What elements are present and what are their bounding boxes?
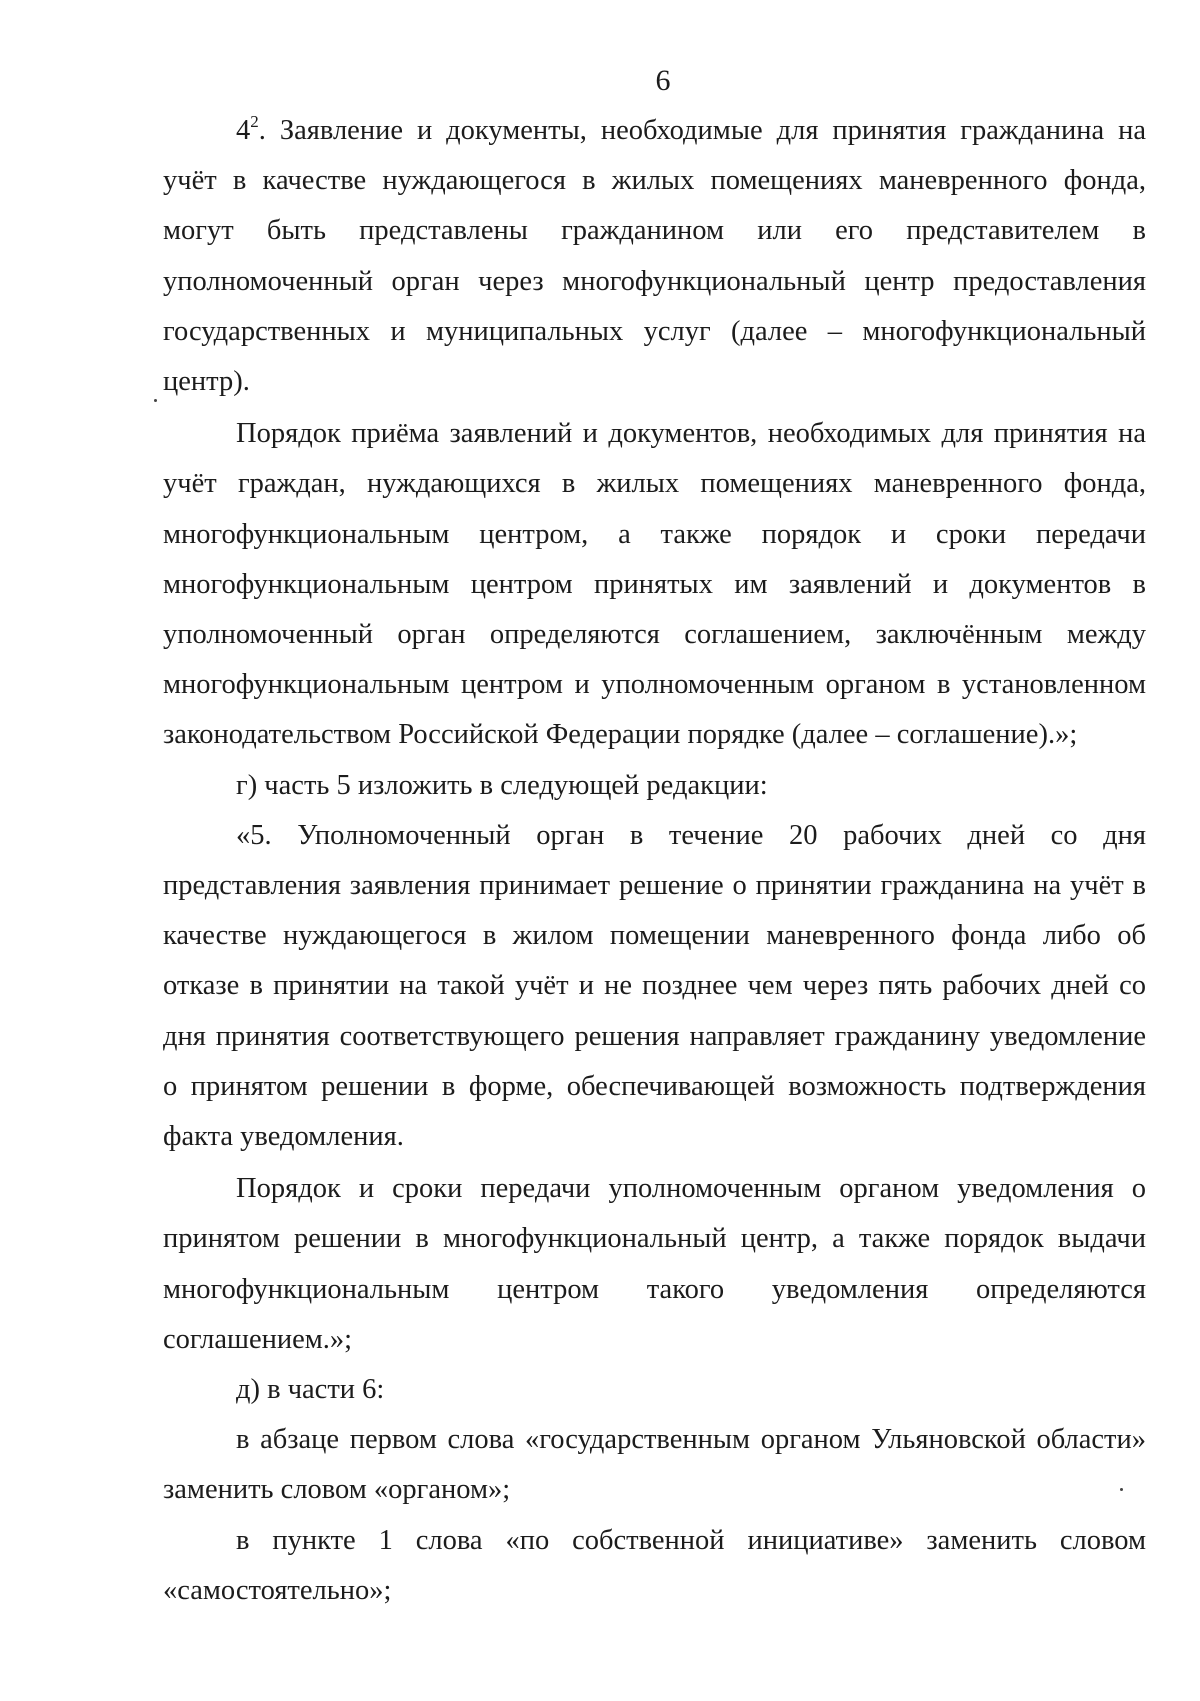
page-number: 6 <box>655 64 671 97</box>
clause-superscript: 2 <box>250 111 259 131</box>
paragraph-text: . Заявление и документы, необходимые для принятия гражданина на учёт в качестве нуждающегося в жилых помещениях маневренного фонда, могут быть представлены гражданином или его представителем в уполномоченный орган через многофункциональный центр предоставления государственных и муниципальных услуг (далее – многофункциональный центр). <box>163 115 1146 398</box>
clause-number: 4 <box>236 115 251 146</box>
paragraph-item-d: д) в части 6: <box>236 1374 385 1406</box>
document-body <box>163 106 1146 1616</box>
paragraph-procedure: Порядок приёма заявлений и документов, необходимых для принятия на учёт граждан, нуждающихся в жилых помещениях маневренного фонда, многофункциональным центром, а также порядок и сроки передачи многофункциональным центром принятых им заявлений и документов в уполномоченный орган определяются соглашением, заключённым между многофункциональным центром и уполномоченным органом в установленном законодательством Российской Федерации порядке (далее – соглашение).»; <box>163 418 1146 751</box>
scan-speck <box>1120 1488 1123 1491</box>
scan-speck <box>154 399 157 402</box>
paragraph-item-g: г) часть 5 изложить в следующей редакции: <box>236 769 768 801</box>
paragraph-first-subparagraph: в абзаце первом слова «государственным органом Ульяновской области» заменить словом «органом»; <box>163 1424 1146 1506</box>
paragraph-4-2 <box>163 106 1146 407</box>
paragraph-point-1: в пункте 1 слова «по собственной инициативе» заменить словом «самостоятельно»; <box>163 1524 1146 1606</box>
paragraph-notification-procedure: Порядок и сроки передачи уполномоченным органом уведомления о принятом решении в многофункциональный центр, а также порядок выдачи многофункциональным центром такого уведомления определяются соглашением.»; <box>163 1173 1146 1355</box>
paragraph-part-5: «5. Уполномоченный орган в течение 20 рабочих дней со дня представления заявления принимает решение о принятии гражданина на учёт в качестве нуждающегося в жилом помещении маневренного фонда либо об отказе в принятии на такой учёт и не позднее чем через пять рабочих дней со дня принятия соответствующего решения направляет гражданину уведомление о принятом решении в форме, обеспечивающей возможность подтверждения факта уведомления. <box>163 819 1146 1153</box>
